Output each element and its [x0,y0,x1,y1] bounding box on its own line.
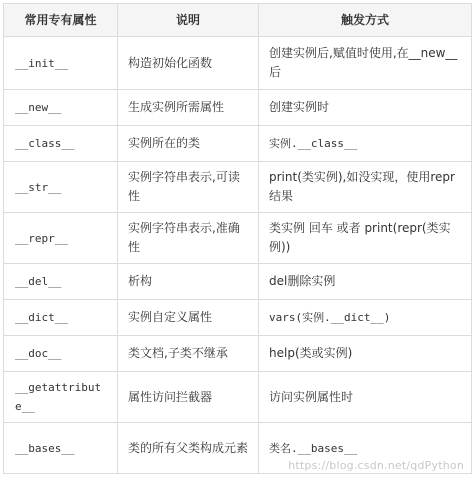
cell-attribute: __del__ [4,264,118,300]
cell-description: 类的所有父类构成元素 [118,423,259,474]
header-trigger: 触发方式 [259,4,472,37]
cell-trigger-code: 实例.__class__ [269,137,358,150]
cell-trigger: 访问实例属性时 [259,372,472,423]
header-attribute: 常用专有属性 [4,4,118,37]
cell-description: 实例字符串表示,准确性 [118,213,259,264]
cell-trigger-code: 类名.__bases__ [269,441,358,455]
cell-description: 实例所在的类 [118,126,259,162]
cell-trigger: 类实例 回车 或者 print(repr(类实例)) [259,213,472,264]
cell-attribute: __repr__ [4,213,118,264]
table-row [4,264,472,300]
cell-attribute: __bases__ [4,423,118,474]
cell-trigger [259,126,472,162]
cell-attribute: __new__ [4,90,118,126]
cell-attribute: __dict__ [4,300,118,336]
cell-attribute: __doc__ [4,336,118,372]
header-description: 说明 [118,4,259,37]
watermark-text: https://blog.csdn.net/qdPython [288,459,464,472]
cell-trigger: del删除实例 [259,264,472,300]
cell-description: 实例自定义属性 [118,300,259,336]
cell-attribute: __init__ [4,37,118,90]
table-row [4,300,472,336]
cell-trigger: 创建实例时 [259,90,472,126]
table-row [4,37,472,90]
special-attributes-table [3,3,472,474]
table-row [4,213,472,264]
cell-trigger [259,300,472,336]
cell-description: 生成实例所需属性 [118,90,259,126]
table-row [4,336,472,372]
table-row [4,90,472,126]
cell-trigger: 创建实例后,赋值时使用,在__new__后 [259,37,472,90]
attributes-table-container [3,3,471,475]
cell-description: 析构 [118,264,259,300]
cell-description: 类文档,子类不继承 [118,336,259,372]
cell-attribute: __str__ [4,162,118,213]
cell-trigger: print(类实例),如没实现，使用repr结果 [259,162,472,213]
table-row [4,162,472,213]
cell-attribute: __getattribute__ [4,372,118,423]
table-header-row [4,4,472,37]
cell-description: 实例字符串表示,可读性 [118,162,259,213]
cell-trigger-code: vars(实例.__dict__) [269,311,391,324]
table-row [4,372,472,423]
cell-attribute: __class__ [4,126,118,162]
table-row [4,126,472,162]
cell-description: 构造初始化函数 [118,37,259,90]
cell-description: 属性访问拦截器 [118,372,259,423]
cell-trigger: help(类或实例) [259,336,472,372]
